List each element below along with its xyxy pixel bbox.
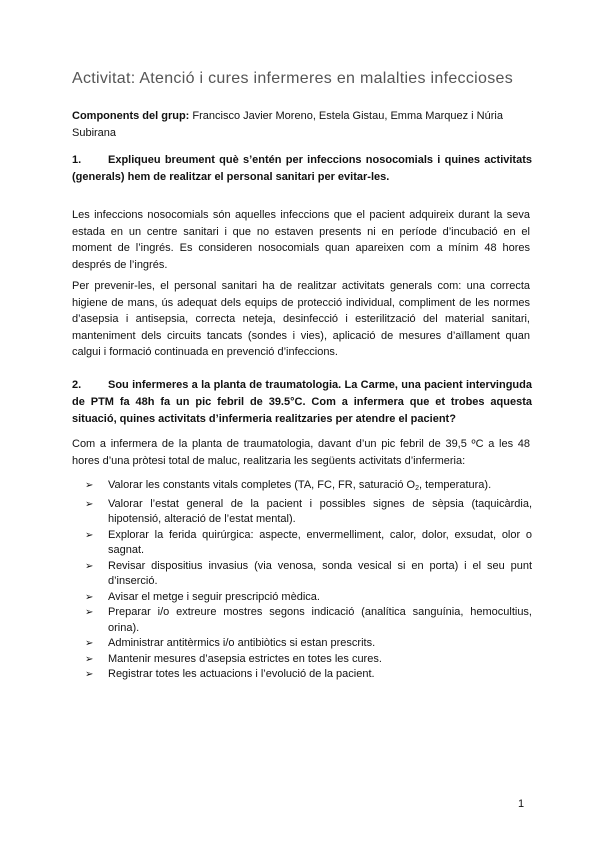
activities-list — [72, 478, 532, 683]
question-1-text: Expliqueu breument què s’entén per infeccions nosocomials i quines activitats (generals) hem de realitzar el personal sanitari per evitar-les. — [72, 154, 532, 183]
arrow-bullet-icon: ➢ — [85, 529, 94, 541]
question-2-number: 2. — [72, 379, 82, 391]
answer-1-paragraph-2: Per prevenir-les, el personal sanitari ha de realitzar activitats generals com: una correcta higiene de mans, ús adequat dels equips de protecció individual, compliment de les normes d’asepsia i antisepsia, correcta neteja, desinfecció i esterilització del material sanitari, manteniment dels circuits tancats (sondes i vies), aplicació de mesures d’aïllament quan calgui i formació continuada en prevenció d’infeccions. — [72, 280, 530, 358]
arrow-bullet-icon: ➢ — [85, 653, 94, 665]
question-1 — [72, 152, 532, 186]
list-item: ➢ Mantenir mesures d’asepsia estrictes en totes les cures. — [72, 652, 532, 668]
question-1-number: 1. — [72, 154, 82, 166]
arrow-bullet-icon: ➢ — [85, 498, 94, 510]
answer-2-intro: Com a infermera de la planta de traumatologia, davant d’un pic febril de 39,5 ºC a les 48 hores d’una pròtesi total de maluc, realitzaria les següents activitats d’infermeria: — [72, 438, 530, 467]
arrow-bullet-icon: ➢ — [85, 669, 94, 680]
arrow-bullet-icon: ➢ — [85, 607, 94, 618]
list-item: ➢ Revisar dispositius invasius (via venosa, sonda vesical si en porta) i el seu punt d’inserció. — [85, 559, 532, 587]
group-members — [72, 108, 532, 142]
list-item: ➢ Explorar la ferida quirúrgica: aspecte, envermelliment, calor, dolor, exsudat, olor o sagnat. — [85, 528, 532, 556]
arrow-bullet-icon: ➢ — [85, 480, 94, 491]
arrow-bullet-icon: ➢ — [85, 560, 94, 572]
list-item: ➢ Avisar el metge i seguir prescripció mèdica. — [72, 590, 532, 606]
answer-1-paragraph-1: Les infeccions nosocomials són aquelles infeccions que el pacient adquireix durant la seva estada en un centre sanitari i que no estaven presents ni en període d’incubació en el moment de l’ingrés. Es consideren nosocomials quan apareixen com a mínim 48 hores després de l’ingrés. — [72, 209, 530, 271]
page-number: 1 — [518, 798, 525, 810]
page-title: Activitat: Atenció i cures infermeres en malalties infeccioses — [72, 70, 513, 87]
list-item: ➢ Valorar l’estat general de la pacient i possibles signes de sèpsia (taquicàrdia, hipotensió, alteració de l’estat mental). — [85, 497, 532, 525]
members-label: Components del grup: — [72, 110, 190, 122]
arrow-bullet-icon: ➢ — [85, 638, 94, 649]
list-item: ➢ Valorar les constants vitals completes (TA, FC, FR, saturació $O_2$, temperatura). — [85, 479, 492, 492]
list-item: ➢ Preparar i/o extreure mostres segons indicació (analítica sanguínia, hemocultius, orina). — [85, 606, 532, 634]
list-item: ➢ Administrar antitèrmics i/o antibiòtics si estan prescrits. — [72, 636, 532, 652]
question-2 — [72, 377, 532, 428]
members-names: Francisco Javier Moreno, Estela Gistau, Emma Marquez i Núria Subirana — [72, 110, 503, 139]
question-2-text: Sou infermeres a la planta de traumatologia. La Carme, una pacient intervinguda de PTM fa 48h fa un pic febril de 39.5°C. Com a infermera que et trobes aquesta situació, quines activitats d’infermeria realitzaries per atendre el pacient? — [72, 379, 532, 425]
arrow-bullet-icon: ➢ — [85, 591, 94, 603]
list-item: ➢ Registrar totes les actuacions i l’evolució de la pacient. — [72, 667, 532, 683]
